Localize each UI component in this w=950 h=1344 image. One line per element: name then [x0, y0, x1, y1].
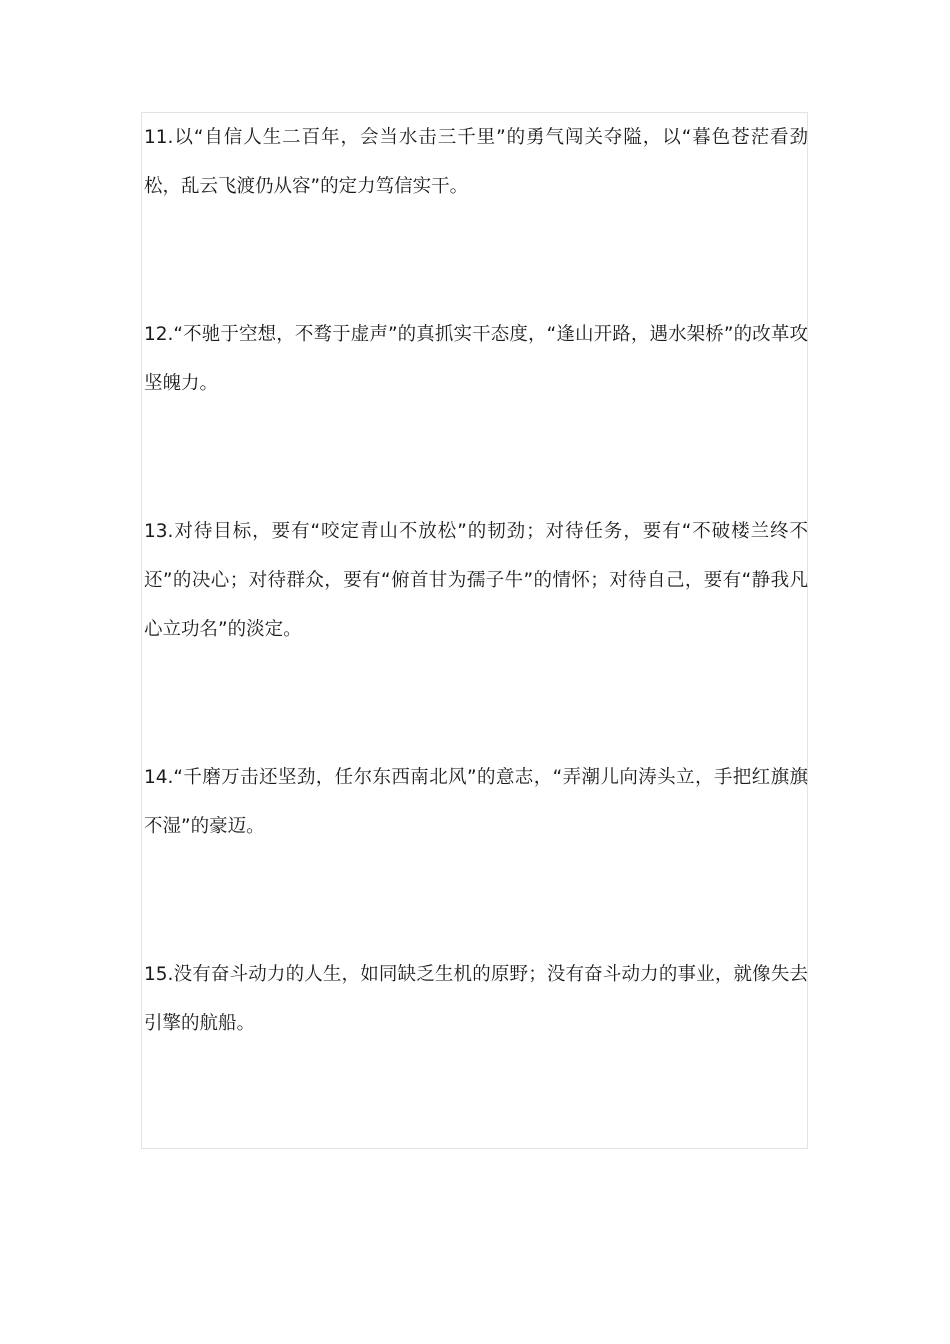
paragraph-11: 11.以“自信人生二百年，会当水击三千里”的勇气闯关夺隘，以“暮色苍茫看劲松，乱云飞渡仍从容”的定力笃信实干。	[144, 127, 808, 197]
paragraph-14: 14.“千磨万击还坚劲，任尔东西南北风”的意志，“弄潮儿向涛头立，手把红旗旗不湿”的豪迈。	[144, 767, 808, 837]
content-box	[141, 112, 808, 1149]
paragraph-13: 13.对待目标，要有“咬定青山不放松”的韧劲；对待任务，要有“不破楼兰终不还”的决心；对待群众，要有“俯首甘为孺子牛”的情怀；对待自己，要有“静我凡心立功名”的淡定。	[144, 521, 808, 640]
paragraph-15: 15.没有奋斗动力的人生，如同缺乏生机的原野；没有奋斗动力的事业，就像失去引擎的航船。	[144, 964, 808, 1034]
paragraph-12: 12.“不驰于空想，不骛于虚声”的真抓实干态度，“逢山开路，遇水架桥”的改革攻坚魄力。	[144, 324, 808, 394]
